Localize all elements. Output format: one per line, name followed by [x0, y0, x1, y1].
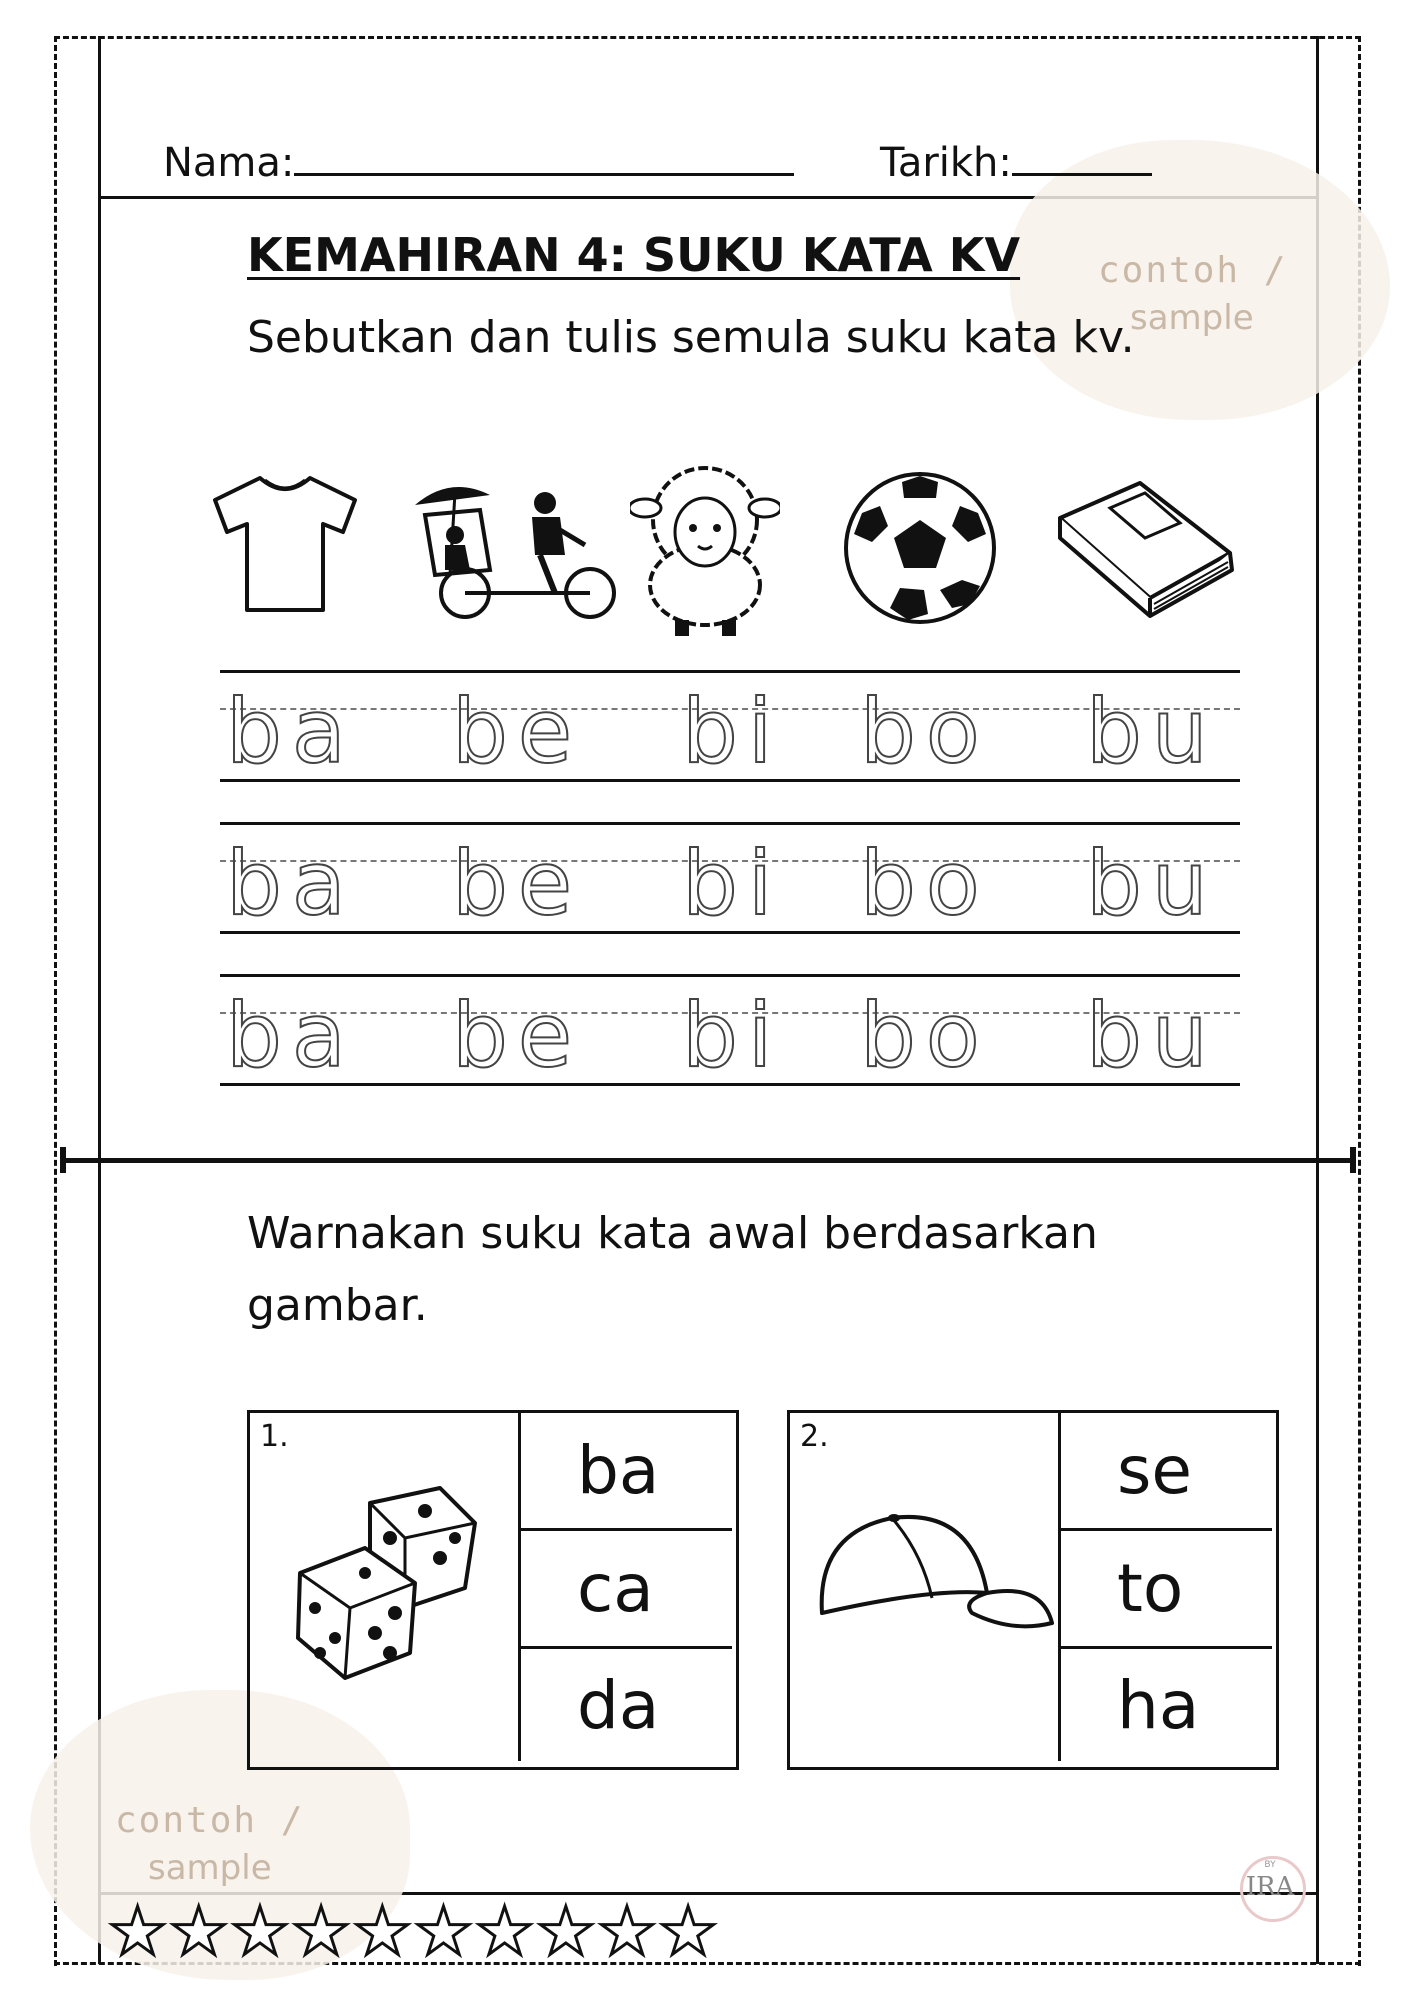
- name-label: Nama:: [163, 140, 295, 186]
- rating-stars: [108, 1893, 718, 1970]
- sheep-icon: [630, 450, 780, 640]
- option-cell[interactable]: ca: [518, 1531, 732, 1649]
- left-inner-border: [98, 36, 101, 1964]
- option-cell[interactable]: ha: [1058, 1649, 1272, 1761]
- trishaw-icon: [410, 475, 620, 630]
- option-cell[interactable]: to: [1058, 1531, 1272, 1649]
- divider-cap-left: [60, 1147, 66, 1173]
- watermark-text-2: sample: [1130, 298, 1254, 338]
- instruction-2-line1: Warnakan suku kata awal berdasarkan: [247, 1208, 1098, 1259]
- question-2: [787, 1410, 1279, 1770]
- trace-row-2[interactable]: [220, 822, 1240, 934]
- question-number: 1.: [260, 1419, 289, 1454]
- question-1: [247, 1410, 739, 1770]
- star-icon[interactable]: ★: [352, 1893, 412, 1970]
- worksheet-title: KEMAHIRAN 4: SUKU KATA KV: [247, 228, 1021, 282]
- trace-syllable: bo: [860, 680, 990, 783]
- date-line[interactable]: [1012, 173, 1152, 176]
- t-shirt-icon: [205, 470, 365, 620]
- instruction-1: Sebutkan dan tulis semula suku kata kv.: [247, 312, 1135, 363]
- dice-icon: [290, 1483, 490, 1683]
- star-icon[interactable]: ★: [108, 1893, 168, 1970]
- star-icon[interactable]: ★: [536, 1893, 596, 1970]
- trace-syllable: bi: [682, 680, 783, 783]
- name-field[interactable]: [163, 140, 794, 186]
- name-line[interactable]: [294, 173, 794, 176]
- question-number: 2.: [800, 1419, 829, 1454]
- instruction-2-line2: gambar.: [247, 1280, 428, 1331]
- trace-row-3[interactable]: [220, 974, 1240, 1086]
- watermark-text-3: contoh /: [115, 1800, 305, 1841]
- trace-syllable: bo: [860, 832, 990, 935]
- watermark-text-1: contoh /: [1098, 250, 1288, 291]
- top-dashed-border: [54, 36, 1361, 39]
- star-icon[interactable]: ★: [658, 1893, 718, 1970]
- trace-syllable: be: [452, 984, 582, 1087]
- trace-row-1[interactable]: [220, 670, 1240, 782]
- trace-syllable: ba: [226, 984, 356, 1087]
- option-cell[interactable]: se: [1058, 1413, 1272, 1531]
- ira-logo: [1232, 1848, 1308, 1924]
- star-icon[interactable]: ★: [230, 1893, 290, 1970]
- option-cell[interactable]: ba: [518, 1413, 732, 1531]
- trace-syllable: ba: [226, 680, 356, 783]
- left-dashed-border: [54, 36, 57, 1966]
- trace-syllable: bu: [1086, 680, 1218, 783]
- star-icon[interactable]: ★: [291, 1893, 351, 1970]
- star-icon[interactable]: ★: [597, 1893, 657, 1970]
- date-field[interactable]: [880, 140, 1152, 186]
- trace-syllable: bu: [1086, 832, 1218, 935]
- logo-text: IRA: [1245, 1872, 1295, 1902]
- trace-syllable: be: [452, 680, 582, 783]
- trace-syllable: be: [452, 832, 582, 935]
- section-divider: [62, 1158, 1354, 1163]
- watermark-text-4: sample: [148, 1848, 272, 1888]
- star-icon[interactable]: ★: [413, 1893, 474, 1970]
- option-cell[interactable]: da: [518, 1649, 732, 1761]
- trace-syllable: ba: [226, 832, 356, 935]
- soccer-ball-icon: [840, 468, 1000, 628]
- trace-syllable: bi: [682, 984, 783, 1087]
- divider-cap-right: [1350, 1147, 1356, 1173]
- trace-syllable: bi: [682, 832, 783, 935]
- book-icon: [1050, 478, 1240, 618]
- date-label: Tarikh:: [880, 140, 1012, 186]
- star-icon[interactable]: ★: [169, 1893, 229, 1970]
- trace-syllable: bu: [1086, 984, 1218, 1087]
- logo-by: BY: [1264, 1860, 1276, 1870]
- cap-icon: [812, 1503, 1062, 1663]
- trace-syllable: bo: [860, 984, 990, 1087]
- star-icon[interactable]: ★: [475, 1893, 535, 1970]
